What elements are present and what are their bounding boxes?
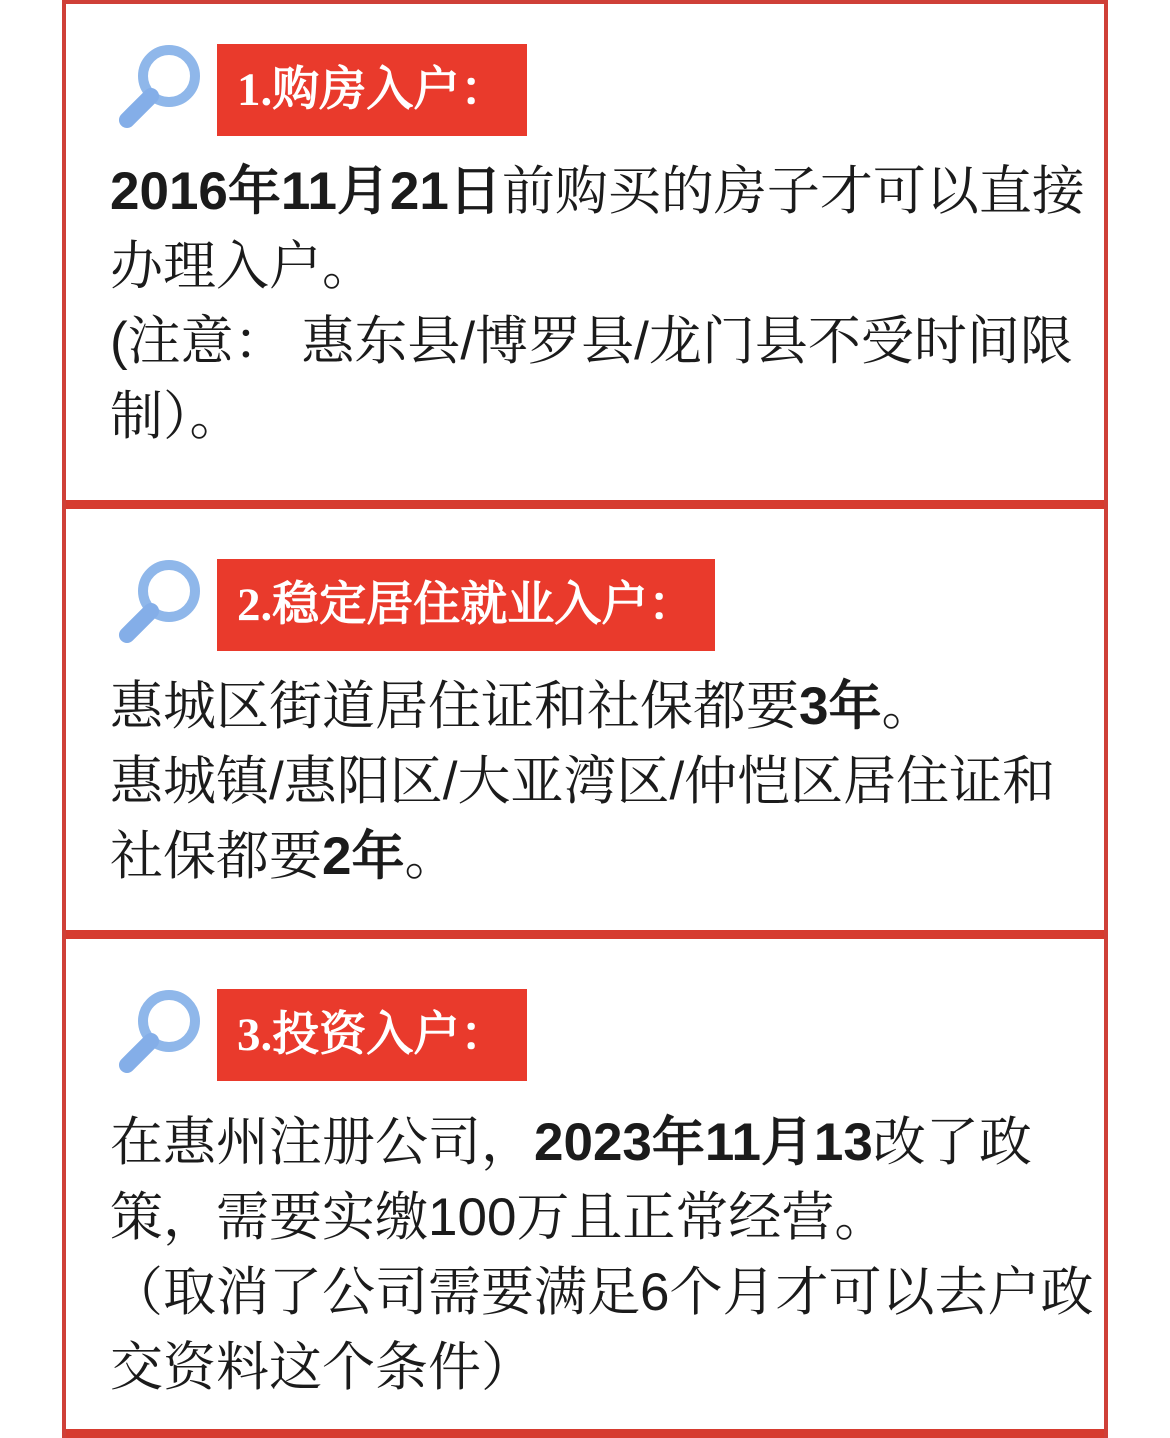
body-line (110, 1180, 1080, 1255)
body-line (110, 1330, 1080, 1405)
section-badge-1: 1.购房入户： (217, 44, 527, 136)
body-text-segment: 改了政 (872, 1113, 1032, 1172)
body-text-segment: 2016年11月21日 (110, 162, 502, 221)
body-text-segment: 策，需要实缴100万且正常经营。 (110, 1188, 888, 1247)
section-header-2 (66, 509, 1104, 655)
section-badge-2: 2.稳定居住就业入户： (217, 559, 715, 651)
body-line (110, 1105, 1080, 1180)
body-line (110, 304, 1080, 379)
body-text-segment: 2023年11月13 (534, 1113, 873, 1172)
magnifier-icon (108, 985, 208, 1085)
content-frame (62, 0, 1108, 1438)
body-line (110, 229, 1080, 304)
magnifier-handle-icon (116, 600, 163, 647)
magnifier-icon (108, 555, 208, 655)
section-badge-3: 3.投资入户： (217, 989, 527, 1081)
section-header-3 (66, 939, 1104, 1085)
bottom-border-bar (66, 1429, 1104, 1438)
body-text-segment: 前购买的房子才可以直接 (501, 162, 1085, 221)
body-text-segment: 制）。 (110, 387, 243, 446)
section-divider (66, 930, 1104, 939)
magnifier-handle-icon (116, 1030, 163, 1077)
section-body-2 (66, 655, 1104, 894)
body-text-segment: (注意： 惠东县/博罗县/龙门县不受时间限 (110, 312, 1073, 371)
section-body-1 (66, 140, 1104, 454)
section-body-3 (66, 1085, 1104, 1405)
body-text-segment: 。 (881, 677, 935, 736)
body-line (110, 669, 1080, 744)
body-line (110, 819, 1080, 894)
body-text-segment: 交资料这个条件） (110, 1338, 534, 1397)
body-line (110, 744, 1080, 819)
body-line (110, 379, 1080, 454)
body-text-segment: 在惠州注册公司， (110, 1113, 534, 1172)
body-text-segment: 惠城镇/惠阳区/大亚湾区/仲恺区居住证和 (110, 752, 1056, 811)
body-text-segment: 社保都要 (110, 827, 322, 886)
body-text-segment: 办理入户。 (110, 237, 375, 296)
magnifier-icon (108, 40, 208, 140)
section-card-1 (66, 4, 1104, 500)
body-text-segment: （取消了公司需要满足6个月才可以去户政 (110, 1263, 1094, 1322)
section-header-1 (66, 4, 1104, 140)
body-text-segment: 惠城区街道居住证和社保都要 (110, 677, 799, 736)
body-text-segment: 。 (404, 827, 458, 886)
magnifier-handle-icon (116, 85, 163, 132)
body-line (110, 154, 1085, 229)
body-text-segment: 3年 (799, 677, 882, 736)
body-text-segment: 2年 (322, 827, 405, 886)
section-card-3 (66, 939, 1104, 1429)
body-line (110, 1255, 1094, 1330)
section-card-2 (66, 509, 1104, 930)
section-divider (66, 500, 1104, 509)
